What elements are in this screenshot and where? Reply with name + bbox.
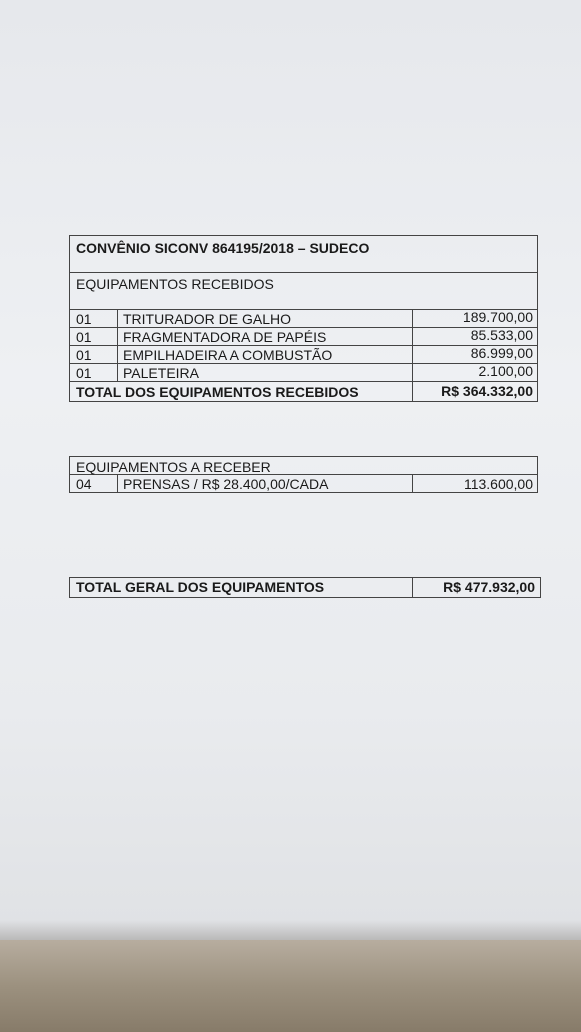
row-item: EMPILHADEIRA A COMBUSTÃO bbox=[123, 347, 333, 363]
grand-total-value: R$ 477.932,00 bbox=[443, 579, 535, 595]
floor-background bbox=[0, 940, 581, 1032]
row-qty: 01 bbox=[76, 347, 92, 363]
row-value: 189.700,00 bbox=[462, 309, 533, 325]
received-section-label: EQUIPAMENTOS RECEBIDOS bbox=[76, 276, 274, 292]
grand-total-label: TOTAL GERAL DOS EQUIPAMENTOS bbox=[76, 579, 325, 595]
document-title: CONVÊNIO SICONV 864195/2018 – SUDECO bbox=[76, 240, 370, 256]
row-value: 85.533,00 bbox=[470, 327, 533, 343]
row-item: TRITURADOR DE GALHO bbox=[123, 311, 292, 327]
pending-section-label: EQUIPAMENTOS A RECEBER bbox=[76, 459, 271, 475]
row-item: FRAGMENTADORA DE PAPÉIS bbox=[123, 329, 327, 345]
received-total-label: TOTAL DOS EQUIPAMENTOS RECEBIDOS bbox=[76, 384, 359, 400]
row-item: PALETEIRA bbox=[123, 365, 199, 381]
row-item: PRENSAS / R$ 28.400,00/CADA bbox=[123, 476, 329, 492]
received-total-value: R$ 364.332,00 bbox=[441, 383, 533, 399]
row-qty: 01 bbox=[76, 365, 92, 381]
row-qty: 01 bbox=[76, 329, 92, 345]
row-qty: 04 bbox=[76, 476, 92, 492]
row-qty: 01 bbox=[76, 311, 92, 327]
row-value: 2.100,00 bbox=[478, 363, 533, 379]
row-value: 86.999,00 bbox=[470, 345, 533, 361]
row-value: 113.600,00 bbox=[463, 476, 533, 492]
